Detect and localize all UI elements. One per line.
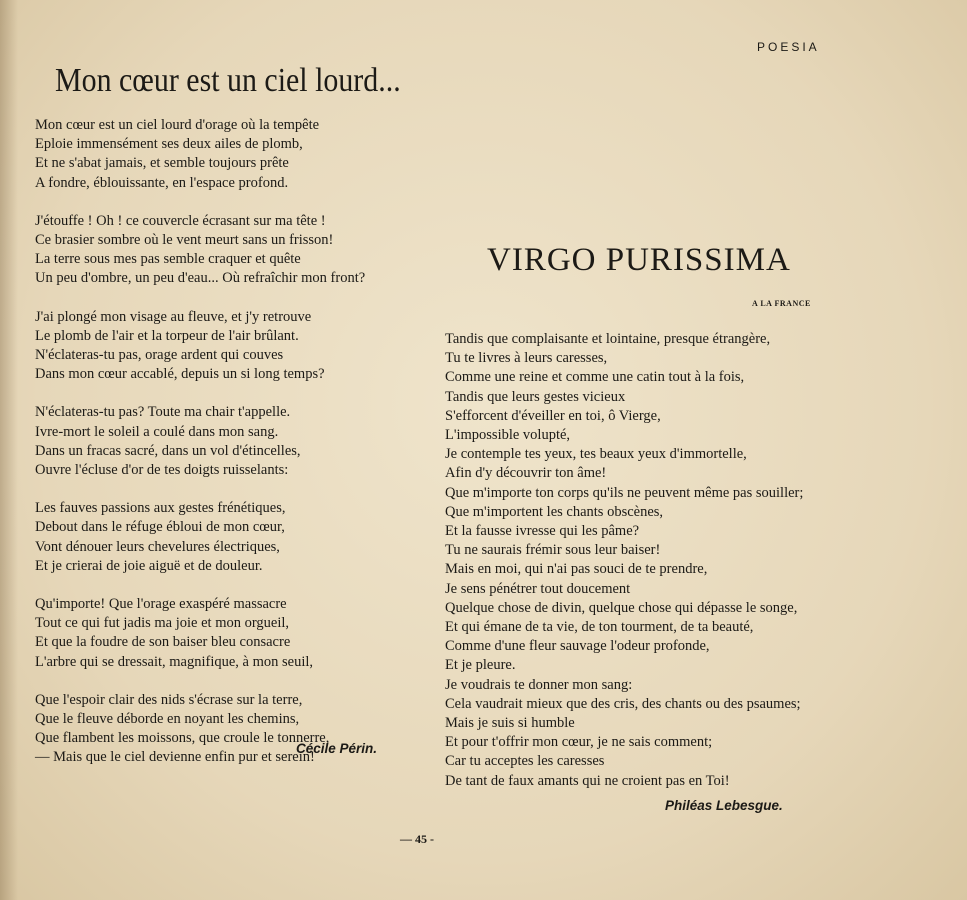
stanza	[35, 691, 425, 768]
poem-line: Que le fleuve déborde en noyant les chemins,	[35, 711, 300, 728]
poem-line: A fondre, éblouissante, en l'espace profond.	[35, 174, 289, 191]
poem-line: Afin d'y découvrir ton âme!	[445, 465, 607, 482]
page-fold-shadow	[0, 0, 18, 900]
poem-line: De tant de faux amants qui ne croient pas en Toi!	[445, 772, 730, 789]
poem-line: Comme une reine et comme une catin tout à la fois,	[445, 369, 745, 386]
poem-line: Que l'espoir clair des nids s'écrase sur la terre,	[35, 691, 303, 708]
poem-line: J'ai plongé mon visage au fleuve, et j'y retrouve	[35, 308, 312, 325]
poem-line: La terre sous mes pas semble craquer et quête	[35, 251, 301, 268]
poem-line: Comme d'une fleur sauvage l'odeur profonde,	[445, 638, 710, 655]
stanza	[35, 308, 425, 385]
poem-line: Ce brasier sombre où le vent meurt sans un frisson!	[35, 232, 334, 249]
left-poem-title: Mon cœur est un ciel lourd...	[55, 62, 401, 99]
poem-line: N'éclateras-tu pas? Toute ma chair t'appelle.	[35, 404, 291, 421]
poem-line: Mais je suis si humble	[445, 715, 575, 732]
poem-line: L'arbre qui se dressait, magnifique, à mon seuil,	[35, 653, 314, 670]
right-poem-title: VIRGO PURISSIMA	[487, 242, 791, 278]
poem-line: Quelque chose de divin, quelque chose qui dépasse le songe,	[445, 599, 798, 616]
poem-line: Et je pleure.	[445, 657, 516, 674]
left-poem-signature: Cécile Périn.	[296, 741, 378, 756]
poem-line: Que m'importent les chants obscènes,	[445, 503, 664, 520]
poem-line: Et pour t'offrir mon cœur, je ne sais comment;	[445, 734, 713, 751]
poem-line: Tandis que complaisante et lointaine, presque étrangère,	[445, 331, 771, 347]
left-poem	[35, 116, 425, 787]
poem-line: Le plomb de l'air et la torpeur de l'air brûlant.	[35, 327, 299, 344]
poem-line: Et qui émane de ta vie, de ton tourment, de ta beauté,	[445, 619, 754, 636]
poem-line: Vont dénouer leurs chevelures électriques,	[35, 538, 280, 555]
right-poem-dedication: A LA FRANCE	[752, 299, 811, 308]
poem-line: Tandis que leurs gestes vicieux	[445, 388, 626, 405]
poem-line: Et ne s'abat jamais, et semble toujours prête	[35, 155, 289, 172]
poem-line: Cela vaudrait mieux que des cris, des chants ou des psaumes;	[445, 695, 801, 712]
right-poem	[445, 330, 835, 791]
poem-line: J'étouffe ! Oh ! ce couvercle écrasant sur ma tête !	[35, 212, 326, 229]
poem-line: Je voudrais te donner mon sang:	[445, 676, 633, 693]
poem-line: Dans mon cœur accablé, depuis un si long temps?	[35, 366, 325, 383]
poem-line: Ivre-mort le soleil a coulé dans mon sang.	[35, 423, 279, 440]
poem-line: Ouvre l'écluse d'or de tes doigts ruisselants:	[35, 462, 289, 479]
poem-line: Et je crierai de joie aiguë et de douleur.	[35, 557, 263, 574]
stanza	[35, 403, 425, 480]
poem-line: Que m'importe ton corps qu'ils ne peuvent même pas souiller;	[445, 484, 804, 501]
stanza	[35, 212, 425, 289]
poem-line: Et la fausse ivresse qui les pâme?	[445, 523, 640, 540]
poem-line: L'impossible volupté,	[445, 427, 571, 444]
poem-line: Je contemple tes yeux, tes beaux yeux d'immortelle,	[445, 446, 747, 463]
journal-header: POESIA	[757, 40, 820, 54]
page-number: — 45 -	[400, 832, 434, 846]
poem-line: Dans un fracas sacré, dans un vol d'étincelles,	[35, 442, 301, 459]
stanza	[35, 116, 425, 193]
poem-line: Mon cœur est un ciel lourd d'orage où la tempête	[35, 117, 320, 133]
poem-line: Qu'importe! Que l'orage exaspéré massacre	[35, 596, 287, 613]
poem-line: Tout ce qui fut jadis ma joie et mon orgueil,	[35, 615, 290, 632]
poem-line: Les fauves passions aux gestes frénétiques,	[35, 500, 286, 517]
poem-line: Tu ne saurais frémir sous leur baiser!	[445, 542, 661, 559]
poem-line: Je sens pénétrer tout doucement	[445, 580, 631, 597]
poem-line: N'éclateras-tu pas, orage ardent qui couves	[35, 347, 284, 364]
stanza	[35, 595, 425, 672]
poem-line: Eploie immensément ses deux ailes de plomb,	[35, 136, 303, 153]
poem-line: Tu te livres à leurs caresses,	[445, 350, 608, 367]
right-poem-signature: Philéas Lebesgue.	[665, 798, 783, 813]
poem-line: S'efforcent d'éveiller en toi, ô Vierge,	[445, 407, 661, 424]
poem-line: Et que la foudre de son baiser bleu consacre	[35, 634, 291, 651]
poem-line: Un peu d'ombre, un peu d'eau... Où refraîchir mon front?	[35, 270, 366, 287]
poem-line: — Mais que le ciel devienne enfin pur et serein!	[35, 749, 315, 766]
poem-line: Que flambent les moissons, que croule le tonnerre,	[35, 730, 330, 747]
poem-line: Mais en moi, qui n'ai pas souci de te prendre,	[445, 561, 708, 578]
poem-line: Debout dans le réfuge ébloui de mon cœur,	[35, 519, 285, 536]
stanza	[35, 499, 425, 576]
poem-line: Car tu acceptes les caresses	[445, 753, 605, 770]
